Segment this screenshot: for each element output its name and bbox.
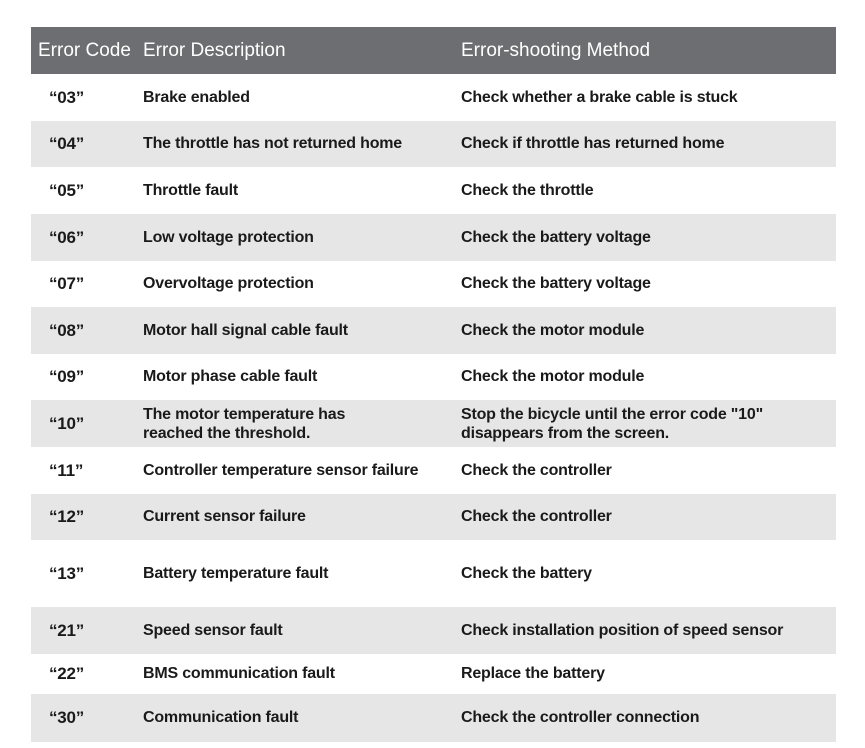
error-method: Stop the bicycle until the error code "10" disappears from the screen. bbox=[461, 405, 763, 442]
error-code: “03” bbox=[49, 87, 85, 107]
error-description: Controller temperature sensor failure bbox=[143, 461, 419, 479]
table-row bbox=[31, 354, 836, 400]
error-description: Throttle fault bbox=[143, 181, 238, 199]
error-method: Replace the battery bbox=[461, 665, 605, 682]
table-row bbox=[31, 261, 836, 307]
table-row bbox=[31, 654, 836, 694]
header-error-description: Error Description bbox=[143, 39, 286, 61]
error-description: Communication fault bbox=[143, 709, 299, 726]
error-description: Speed sensor fault bbox=[143, 621, 283, 639]
error-code: “21” bbox=[49, 620, 85, 640]
error-method: Check the controller bbox=[461, 461, 612, 479]
error-description: Motor hall signal cable fault bbox=[143, 321, 348, 339]
error-code: “30” bbox=[49, 708, 85, 727]
error-method: Check whether a brake cable is stuck bbox=[461, 88, 738, 106]
error-method: Check the controller bbox=[461, 508, 612, 525]
table-row bbox=[31, 167, 836, 214]
table-row bbox=[31, 214, 836, 261]
error-code: “09” bbox=[49, 367, 85, 386]
table-row bbox=[31, 540, 836, 607]
error-description: The motor temperature has reached the threshold. bbox=[143, 405, 346, 442]
error-method: Check the motor module bbox=[461, 321, 645, 339]
error-method: Check the battery voltage bbox=[461, 275, 651, 292]
error-code: “07” bbox=[49, 274, 85, 293]
error-method: Check the battery bbox=[461, 564, 592, 582]
error-code: “04” bbox=[49, 134, 85, 153]
table-row bbox=[31, 400, 836, 447]
error-description: Overvoltage protection bbox=[143, 275, 314, 292]
error-description: Low voltage protection bbox=[143, 228, 314, 246]
table-row bbox=[31, 307, 836, 354]
error-code: “06” bbox=[49, 227, 85, 247]
error-code: “10” bbox=[49, 413, 85, 433]
error-code: “13” bbox=[49, 563, 85, 583]
error-method: Check the throttle bbox=[461, 181, 594, 199]
error-description: BMS communication fault bbox=[143, 665, 335, 682]
error-description: Brake enabled bbox=[143, 88, 250, 106]
table-row bbox=[31, 121, 836, 167]
header-error-shooting-method: Error-shooting Method bbox=[461, 39, 651, 61]
error-description: The throttle has not returned home bbox=[143, 135, 402, 152]
table-row bbox=[31, 494, 836, 540]
error-code: “12” bbox=[49, 507, 85, 526]
error-code: “22” bbox=[49, 664, 85, 683]
error-method: Check the battery voltage bbox=[461, 228, 651, 246]
error-code-table bbox=[31, 27, 836, 742]
error-description: Battery temperature fault bbox=[143, 564, 329, 582]
error-description: Motor phase cable fault bbox=[143, 368, 318, 385]
error-method: Check installation position of speed sensor bbox=[461, 621, 784, 639]
table-row bbox=[31, 447, 836, 494]
error-method: Check the motor module bbox=[461, 368, 645, 385]
table-header bbox=[31, 27, 836, 74]
error-code: “05” bbox=[49, 180, 85, 200]
header-error-code: Error Code bbox=[38, 39, 131, 61]
table-row bbox=[31, 74, 836, 121]
error-method: Check if throttle has returned home bbox=[461, 135, 725, 152]
error-code: “08” bbox=[49, 320, 85, 340]
error-description: Current sensor failure bbox=[143, 508, 306, 525]
error-method: Check the controller connection bbox=[461, 709, 700, 726]
table-row bbox=[31, 607, 836, 654]
error-code: “11” bbox=[49, 460, 84, 480]
table-row bbox=[31, 694, 836, 742]
